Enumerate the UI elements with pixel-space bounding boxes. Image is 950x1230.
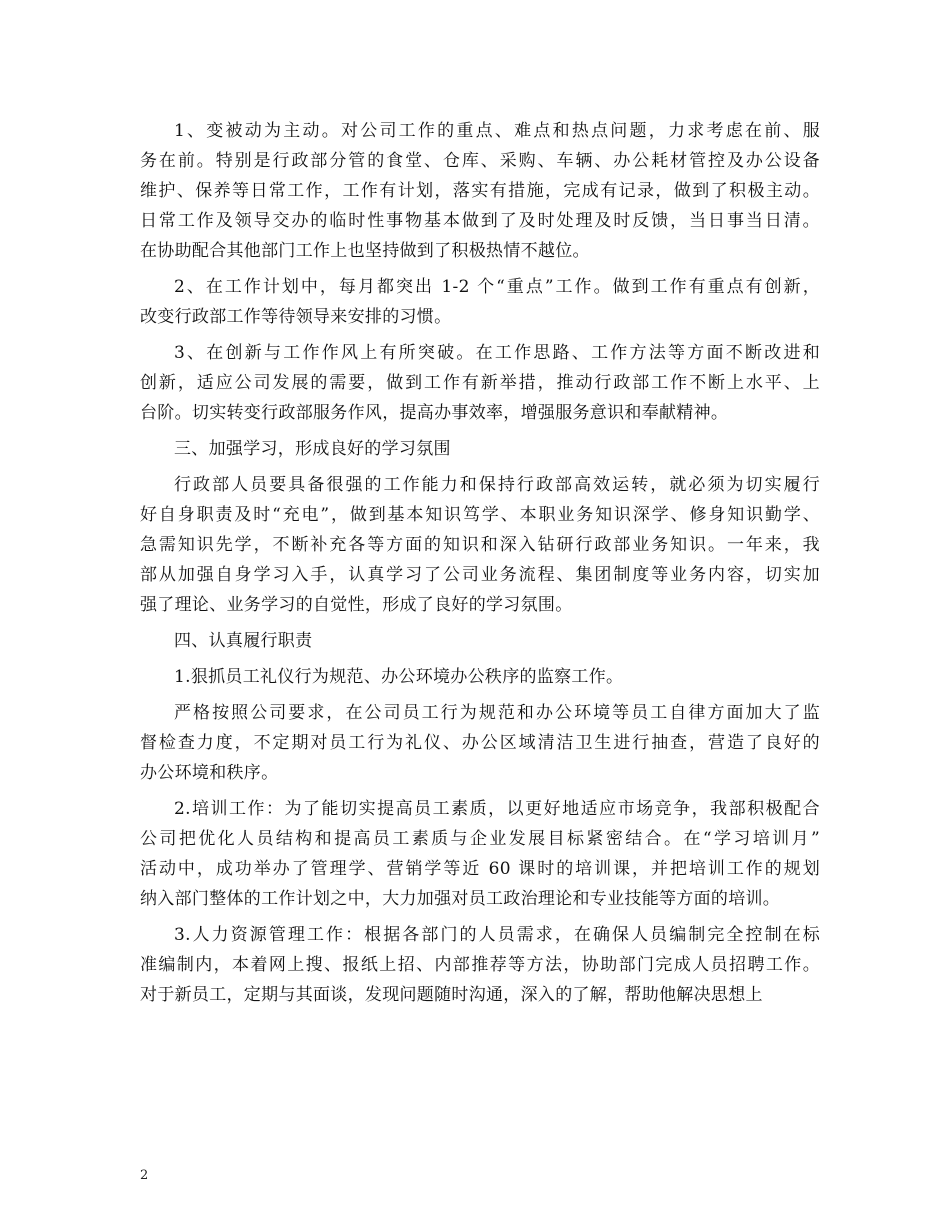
text-line: 纳入部门整体的工作计划之中，大力加强对员工政治理论和专业技能等方面的培训。 xyxy=(140,889,781,909)
text-line: 1.狠抓员工礼仪行为规范、办公环境办公秩序的监察工作。 xyxy=(174,667,624,687)
text-line: 2、在工作计划中，每月都突出 1-2 个“重点”工作。做到工作有重点有创新， xyxy=(174,277,820,297)
text-line: 行政部人员要具备很强的工作能力和保持行政部高效运转，就必须为切实履行 xyxy=(174,475,820,495)
paragraph xyxy=(140,434,820,464)
text-line: 创新，适应公司发展的需要，做到工作有新举措，推动行政部工作不断上水平、上 xyxy=(140,373,820,393)
text-line: 督检查力度，不定期对员工行为礼仪、办公区域清洁卫生进行抽查，营造了良好的 xyxy=(140,733,820,753)
text-line: 日常工作及领导交办的临时性事物基本做到了及时处理及时反馈，当日事当日清。 xyxy=(140,211,820,231)
page-number: 2 xyxy=(140,1168,149,1183)
text-line: 改变行政部工作等待领导来安排的习惯。 xyxy=(140,307,452,327)
text-line: 3.人力资源管理工作：根据各部门的人员需求，在确保人员编制完全控制在标 xyxy=(174,925,820,945)
paragraph xyxy=(140,116,820,266)
text-line: 对于新员工，定期与其面谈，发现问题随时沟通，深入的了解，帮助他解决思想上 xyxy=(140,985,763,1005)
paragraph xyxy=(140,920,820,1010)
paragraph xyxy=(140,470,820,620)
document-body xyxy=(140,116,820,1016)
text-line: 2.培训工作：为了能切实提高员工素质，以更好地适应市场竞争，我部积极配合 xyxy=(174,799,820,819)
text-line: 四、认真履行职责 xyxy=(174,631,313,651)
text-line: 办公环境和秩序。 xyxy=(140,763,279,783)
text-line: 3、在创新与工作作风上有所突破。在工作思路、工作方法等方面不断改进和 xyxy=(174,343,820,363)
text-line: 维护、保养等日常工作，工作有计划，落实有措施，完成有记录，做到了积极主动。 xyxy=(140,181,820,201)
text-line: 严格按照公司要求，在公司员工行为规范和办公环境等员工自律方面加大了监 xyxy=(174,703,820,723)
paragraph xyxy=(140,626,820,656)
paragraph xyxy=(140,794,820,914)
text-line: 台阶。切实转变行政部服务作风，提高办事效率，增强服务意识和奉献精神。 xyxy=(140,403,729,423)
text-line: 好自身职责及时“充电”，做到基本知识笃学、本职业务知识深学、修身知识勤学、 xyxy=(140,505,820,525)
paragraph xyxy=(140,662,820,692)
text-line: 在协助配合其他部门工作上也坚持做到了积极热情不越位。 xyxy=(140,241,590,261)
text-line: 部从加强自身学习入手，认真学习了公司业务流程、集团制度等业务内容，切实加 xyxy=(140,565,820,585)
paragraph xyxy=(140,338,820,428)
text-line: 急需知识先学，不断补充各等方面的知识和深入钻研行政部业务知识。一年来，我 xyxy=(140,535,820,555)
text-line: 强了理论、业务学习的自觉性，形成了良好的学习氛围。 xyxy=(140,595,573,615)
paragraph xyxy=(140,698,820,788)
text-line: 准编制内，本着网上搜、报纸上招、内部推荐等方法，协助部门完成人员招聘工作。 xyxy=(140,955,820,975)
text-line: 1、变被动为主动。对公司工作的重点、难点和热点问题，力求考虑在前、服 xyxy=(174,121,820,141)
text-line: 务在前。特别是行政部分管的食堂、仓库、采购、车辆、办公耗材管控及办公设备 xyxy=(140,151,820,171)
text-line: 公司把优化人员结构和提高员工素质与企业发展目标紧密结合。在“学习培训月” xyxy=(140,829,820,849)
paragraph xyxy=(140,272,820,332)
text-line: 三、加强学习，形成良好的学习氛围 xyxy=(174,439,451,459)
text-line: 活动中，成功举办了管理学、营销学等近 60 课时的培训课，并把培训工作的规划 xyxy=(140,859,820,879)
